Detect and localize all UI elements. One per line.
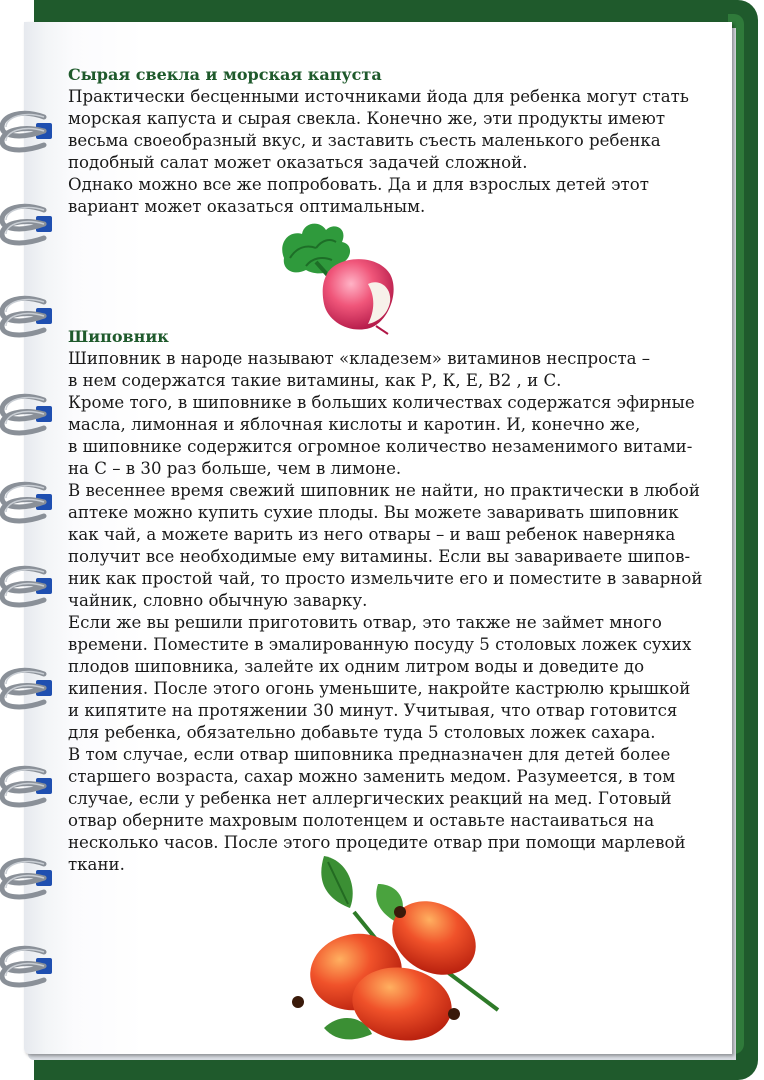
text-line: случае, если у ребенка нет аллергических реакций на мед. Готовый — [68, 789, 672, 808]
text-line: получит все необходимые ему витамины. Если вы завариваете шипов- — [68, 547, 691, 566]
text-line: В весеннее время свежий шиповник не найти, но практически в любой — [68, 481, 700, 500]
text-line: В том случае, если отвар шиповника предназначен для детей более — [68, 745, 671, 764]
text-line: Практически бесценными источниками йода для ребенка могут стать — [68, 87, 689, 106]
text-line: морская капуста и сырая свекла. Конечно же, эти продукты имеют — [68, 109, 666, 128]
text-line: как чай, а можете варить из него отвары – и ваш ребенок наверняка — [68, 525, 676, 544]
text-line: в шиповнике содержится огромное количество незаменимого витами- — [68, 437, 693, 456]
section-rosehip — [68, 326, 728, 876]
text-line: вариант может оказаться оптимальным. — [68, 197, 426, 216]
text-line: ткани. — [68, 855, 125, 874]
page-content — [68, 64, 728, 874]
spiral-ring — [0, 760, 58, 812]
text-line: несколько часов. После этого процедите отвар при помощи марлевой — [68, 833, 686, 852]
spiral-ring — [0, 105, 58, 157]
text-line: ник как простой чай, то просто измельчите его и поместите в заварной — [68, 569, 703, 588]
rosehip-illustration — [284, 852, 504, 1048]
section-title: Шиповник — [68, 327, 169, 346]
spiral-ring — [0, 852, 58, 904]
text-line: кипения. После этого огонь уменьшите, накройте кастрюлю крышкой — [68, 679, 691, 698]
text-line: для ребенка, обязательно добавьте туда 5 столовых ложек сахара. — [68, 723, 656, 742]
spiral-ring — [0, 476, 58, 528]
radish-root — [323, 259, 394, 334]
section-title: Сырая свекла и морская капуста — [68, 65, 382, 84]
text-line: подобный салат может оказаться задачей сложной. — [68, 153, 528, 172]
text-line: масла, лимонная и яблочная кислоты и каротин. И, конечно же, — [68, 415, 641, 434]
text-line: чайник, словно обычную заварку. — [68, 591, 368, 610]
section-beet-seaweed — [68, 64, 728, 218]
text-line: и кипятите на протяжении 30 минут. Учитывая, что отвар готовится — [68, 701, 678, 720]
text-line: Однако можно все же попробовать. Да и для взрослых детей этот — [68, 175, 649, 194]
text-line: весьма своеобразный вкус, и заставить съесть маленького ребенка — [68, 131, 661, 150]
radish-illustration — [276, 218, 398, 336]
spiral-ring — [0, 940, 58, 992]
text-line: старшего возраста, сахар можно заменить медом. Разумеется, в том — [68, 767, 676, 786]
spiral-ring — [0, 290, 58, 342]
text-line: аптеке можно купить сухие плоды. Вы можете заваривать шиповник — [68, 503, 679, 522]
text-line: на С – в 30 раз больше, чем в лимоне. — [68, 459, 402, 478]
text-line: Если же вы решили приготовить отвар, это также не займет много — [68, 613, 662, 632]
spiral-ring — [0, 198, 58, 250]
text-line: плодов шиповника, залейте их одним литром воды и доведите до — [68, 657, 645, 676]
text-line: в нем содержатся такие витамины, как Р, К, Е, В2 , и С. — [68, 371, 562, 390]
text-line: отвар оберните махровым полотенцем и оставьте настаиваться на — [68, 811, 655, 830]
text-line: Кроме того, в шиповнике в больших количествах содержатся эфирные — [68, 393, 695, 412]
text-line: времени. Поместите в эмалированную посуду 5 столовых ложек сухих — [68, 635, 692, 654]
spiral-ring — [0, 662, 58, 714]
spiral-ring — [0, 560, 58, 612]
text-line: Шиповник в народе называют «кладезем» витаминов неспроста – — [68, 349, 651, 368]
spiral-ring — [0, 388, 58, 440]
